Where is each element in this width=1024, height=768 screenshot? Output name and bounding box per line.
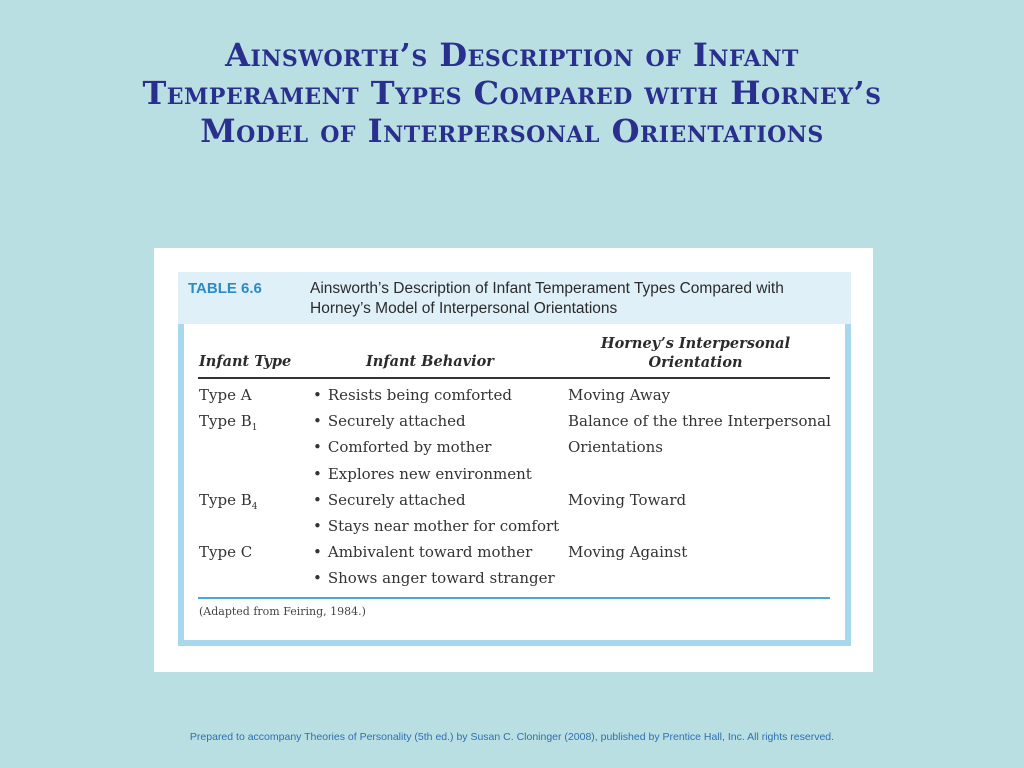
- bullet-icon: •: [313, 517, 322, 535]
- cell-orientation: Moving Toward: [568, 491, 687, 509]
- cell-infant-type: Type $B_4$: [199, 491, 258, 512]
- bullet-icon: •: [313, 465, 322, 483]
- bullet-icon: •: [313, 491, 322, 509]
- table-caption-line-2: Horney’s Model of Interpersonal Orientations: [310, 300, 618, 317]
- bullet-icon: •: [313, 412, 322, 430]
- cell-infant-type: Type $B_1$: [199, 412, 258, 433]
- table-header: [178, 272, 851, 324]
- table-body: [184, 324, 845, 640]
- table-caption: [310, 279, 850, 319]
- column-header-infant-behavior: Infant Behavior: [366, 353, 494, 370]
- table-figure: [154, 248, 873, 672]
- cell-infant-type: Type A: [199, 386, 252, 404]
- column-header-orientation: [568, 334, 823, 372]
- cell-infant-behavior: • Ambivalent toward mother: [313, 543, 533, 561]
- column-header-orientation-line-1: Horney’s Interpersonal: [600, 335, 791, 352]
- table-number: TABLE 6.6: [188, 280, 262, 297]
- cell-orientation: Orientations: [568, 438, 663, 456]
- table-footnote: (Adapted from Feiring, 1984.): [199, 605, 366, 618]
- column-header-orientation-line-2: Orientation: [648, 354, 743, 371]
- header-rule: [198, 377, 830, 379]
- table-caption-line-1: Ainsworth’s Description of Infant Temperament Types Compared with: [310, 280, 784, 297]
- cell-infant-behavior: • Securely attached: [313, 491, 466, 509]
- cell-infant-type: Type C: [199, 543, 253, 561]
- attribution-footer: Prepared to accompany Theories of Personality (5th ed.) by Susan C. Cloninger (2008), published by Prentice Hall, Inc. All rights reserved.: [189, 731, 835, 743]
- table-bottom-rule: [198, 597, 830, 599]
- type-subscript: 1: [251, 423, 258, 433]
- cell-infant-behavior: • Shows anger toward stranger: [313, 569, 555, 587]
- cell-infant-behavior: • Stays near mother for comfort: [313, 517, 560, 535]
- slide-title: Ainsworth’s Description of Infant Temperament Types Compared with Horney’s Model of Interpersonal Orientations: [142, 36, 882, 150]
- cell-orientation: Moving Away: [568, 386, 671, 404]
- cell-orientation: Balance of the three Interpersonal: [568, 412, 831, 430]
- bullet-icon: •: [313, 386, 322, 404]
- bullet-icon: •: [313, 438, 322, 456]
- table-panel: [178, 272, 851, 646]
- cell-infant-behavior: • Explores new environment: [313, 465, 532, 483]
- column-header-infant-type: Infant Type: [199, 353, 292, 370]
- bullet-icon: •: [313, 569, 322, 587]
- cell-orientation: Moving Against: [568, 543, 688, 561]
- type-subscript: 4: [251, 502, 258, 512]
- cell-infant-behavior: • Securely attached: [313, 412, 466, 430]
- cell-infant-behavior: • Resists being comforted: [313, 386, 512, 404]
- bullet-icon: •: [313, 543, 322, 561]
- cell-infant-behavior: • Comforted by mother: [313, 438, 492, 456]
